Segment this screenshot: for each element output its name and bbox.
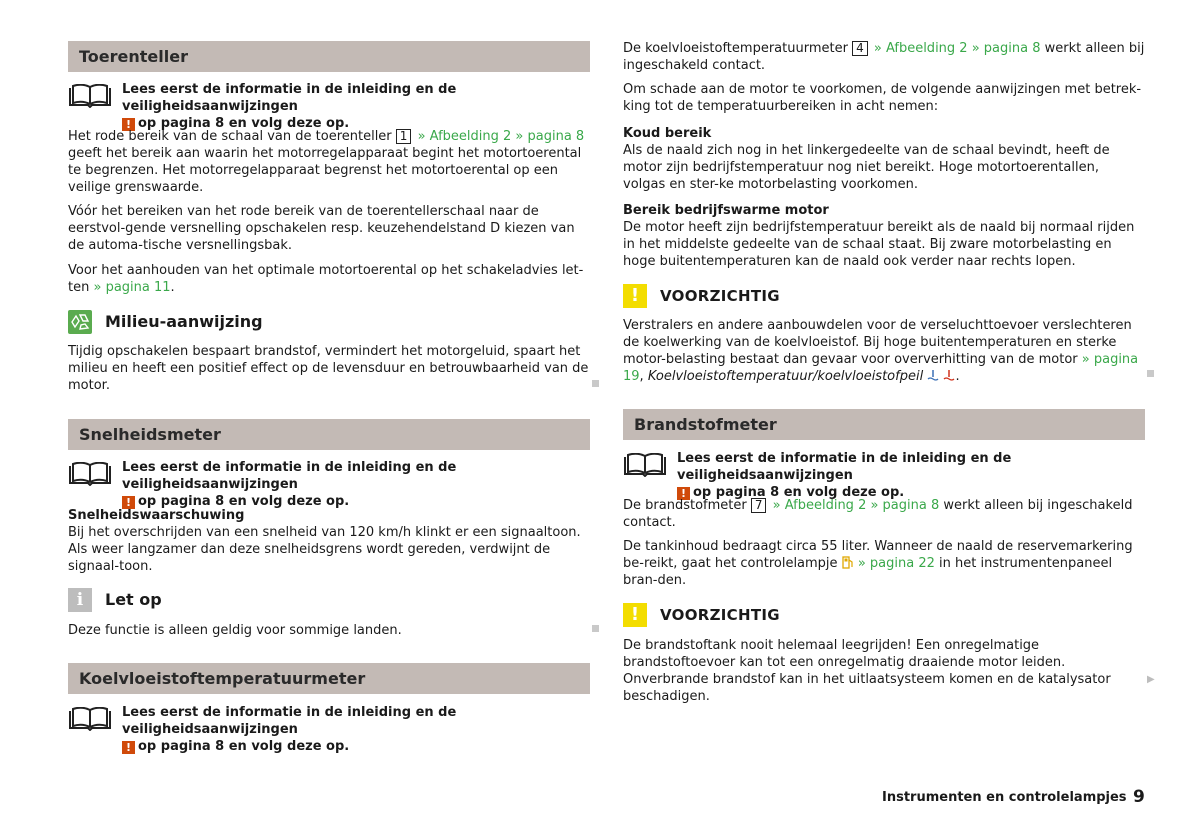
paragraph: Als de naald zich nog in het linkergedeelte van de schaal bevindt, heeft de motor zijn bedrijfstemperatuur nog niet bereikt. Hoge motortoerentallen, volgas en ster-ke motorbelasting voorkomen. — [623, 143, 1110, 192]
environment-note-title: Milieu-aanwijzing — [105, 312, 263, 331]
caution-icon: ! — [623, 284, 647, 308]
cross-reference-link[interactable]: » Afbeelding 2 » pagina 8 — [417, 129, 585, 144]
caution-text: De brandstoftank nooit helemaal leegrijden! Een onregelmatige brandstoftoevoer kan tot een onregelmatig draaiende motor leiden. Onverbrande brandstof kan in het uitlaatsysteem komen en de katalysator beschadigen. — [623, 638, 1111, 704]
read-first-note: Lees eerst de informatie in de inleiding en de veiligheidsaanwijzingen ! op pagina 8 en volg deze op. — [122, 460, 457, 509]
cross-reference-link[interactable]: » Afbeelding 2 » pagina 8 — [772, 498, 940, 513]
cross-reference-link[interactable]: » pagina 22 — [857, 556, 935, 571]
note-title: Let op — [105, 590, 162, 609]
paragraph: De motor heeft zijn bedrijfstemperatuur bereikt als de naald bij normaal rijden in het middelste gedeelte van de schaal staat. Bij zware motorbelasting en hoge buitentemperaturen kan de naald ook verder naar rechts lopen. — [623, 220, 1135, 269]
coolant-blue-icon — [927, 369, 939, 381]
warning-icon: ! — [677, 487, 690, 500]
figure-ref-box: 7 — [751, 498, 767, 513]
warning-icon: ! — [122, 118, 135, 131]
paragraph: Bij het overschrijden van een snelheid van 120 km/h klinkt er een signaaltoon. Als weer langzamer dan deze snelheidsgrens wordt gereden, verdwijnt de signaal-toon. — [68, 525, 581, 574]
cross-reference-link[interactable]: » Afbeelding 2 » pagina 8 — [873, 41, 1041, 56]
paragraph: Voor het aanhouden van het optimale motortoerental op het schakeladvies let-ten » pagina 11. — [68, 263, 584, 295]
environment-icon — [68, 310, 92, 334]
subheading: Bereik bedrijfswarme motor — [623, 203, 829, 218]
environment-note-text: Tijdig opschakelen bespaart brandstof, vermindert het motorgeluid, spaart het milieu en heeft een positief effect op de levensduur en betrouwbaarheid van de motor. — [68, 344, 589, 393]
paragraph: De koelvloeistoftemperatuurmeter 4 » Afbeelding 2 » pagina 8 werkt alleen bij ingeschakeld contact. — [623, 41, 1145, 73]
note-text: Deze functie is alleen geldig voor sommige landen. — [68, 623, 402, 638]
section-heading-text: Toerenteller — [79, 47, 188, 66]
section-heading-koelvloeistof — [68, 663, 590, 694]
caution-icon: ! — [623, 603, 647, 627]
book-icon — [68, 84, 112, 108]
book-icon — [68, 462, 112, 486]
section-heading-brandstofmeter — [623, 409, 1145, 440]
warning-icon: ! — [122, 741, 135, 754]
section-heading-text: Koelvloeistoftemperatuurmeter — [79, 669, 366, 688]
subheading: Koud bereik — [623, 126, 712, 141]
section-heading-toerenteller — [68, 41, 590, 72]
section-heading-snelheidsmeter — [68, 419, 590, 450]
paragraph: Vóór het bereiken van het rode bereik van de toerentellerschaal naar de eerstvol-gende versnelling opschakelen resp. keuzehendelstand D kiezen van de automa-tische versnellingsbak. — [68, 204, 575, 253]
cross-reference-link[interactable]: » pagina 11 — [93, 280, 171, 295]
figure-ref-box: 1 — [396, 129, 412, 144]
caution-title: VOORZICHTIG — [660, 606, 780, 624]
paragraph: Om schade aan de motor te voorkomen, de volgende aanwijzingen met betrek-king tot de temperatuurbereiken in acht nemen: — [623, 82, 1142, 114]
read-first-note: Lees eerst de informatie in de inleiding en de veiligheidsaanwijzingen ! op pagina 8 en volg deze op. — [122, 705, 457, 754]
fuel-pump-icon — [842, 556, 854, 569]
figure-ref-box: 4 — [852, 41, 868, 56]
footer-section-title: Instrumenten en controlelampjes — [882, 790, 1127, 805]
read-first-note: Lees eerst de informatie in de inleiding en de veiligheidsaanwijzingen ! op pagina 8 en volg deze op. — [122, 82, 457, 131]
end-marker — [592, 380, 599, 387]
paragraph: Het rode bereik van de schaal van de toerenteller 1 » Afbeelding 2 » pagina 8 geeft het bereik aan waarin het motorregelapparaat begint het motortoerental te begrenzen. Het motorregelapparaat begrenst het motortoerental op een veilige grenswaarde. — [68, 129, 585, 195]
section-heading-text: Snelheidsmeter — [79, 425, 221, 444]
page-number: 9 — [1133, 787, 1145, 807]
paragraph: De brandstofmeter 7 » Afbeelding 2 » pagina 8 werkt alleen bij ingeschakeld contact. — [623, 498, 1133, 530]
warning-icon: ! — [122, 496, 135, 509]
book-icon — [68, 707, 112, 731]
caution-title: VOORZICHTIG — [660, 287, 780, 305]
end-marker — [592, 625, 599, 632]
section-heading-text: Brandstofmeter — [634, 415, 777, 434]
info-icon: i — [68, 588, 92, 612]
coolant-red-icon — [943, 369, 955, 381]
subheading: Snelheidswaarschuwing — [68, 508, 245, 523]
caution-text: Verstralers en andere aanbouwdelen voor de verseluchttoevoer verslechteren de koelwerking van de koelvloeistof. Bij hoge buitentemperaturen en sterke motor-belasting bestaat dan gevaar voor oververhitting van de motor » pagina 19, Koelvloeistoftemperatuur/koelvloeistofpeil . — [623, 318, 1139, 384]
read-first-note: Lees eerst de informatie in de inleiding en de veiligheidsaanwijzingen ! op pagina 8 en volg deze op. — [677, 451, 1012, 500]
end-marker — [1147, 370, 1154, 377]
continue-arrow-icon: ▶ — [1147, 674, 1155, 685]
paragraph: De tankinhoud bedraagt circa 55 liter. Wanneer de naald de reservemarkering be-reikt, gaat het controlelampje » pagina 22 in het instrumentenpaneel bran-den. — [623, 539, 1133, 588]
cross-reference-link[interactable]: » pagina 19 — [623, 352, 1139, 384]
book-icon — [623, 453, 667, 477]
